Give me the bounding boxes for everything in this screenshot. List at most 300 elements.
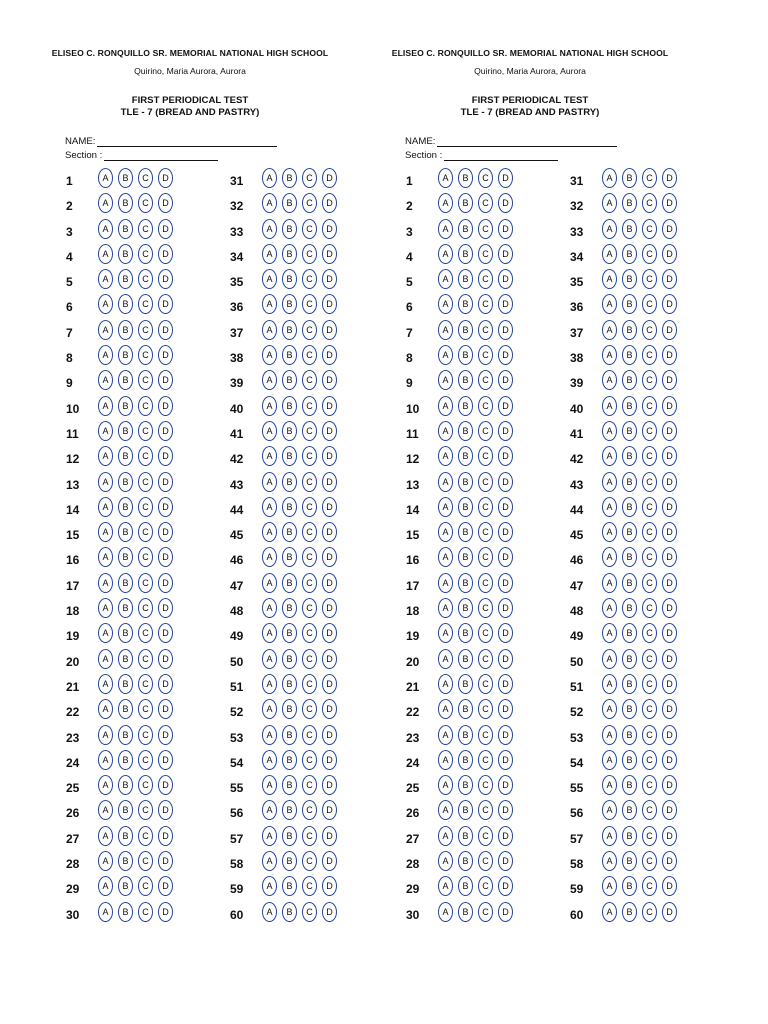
choice-bubble-a[interactable]: A xyxy=(262,547,277,567)
choice-bubble-c[interactable]: C xyxy=(478,573,493,593)
choice-bubble-d[interactable]: D xyxy=(158,598,173,618)
choice-bubble-d[interactable]: D xyxy=(662,345,677,365)
choice-bubble-b[interactable]: B xyxy=(622,446,637,466)
choice-bubble-b[interactable]: B xyxy=(622,294,637,314)
choice-bubble-c[interactable]: C xyxy=(642,699,657,719)
choice-bubble-c[interactable]: C xyxy=(302,396,317,416)
choice-bubble-a[interactable]: A xyxy=(98,522,113,542)
choice-bubble-c[interactable]: C xyxy=(642,193,657,213)
choice-bubble-c[interactable]: C xyxy=(302,497,317,517)
choice-bubble-c[interactable]: C xyxy=(138,750,153,770)
choice-bubble-a[interactable]: A xyxy=(262,446,277,466)
choice-bubble-b[interactable]: B xyxy=(458,826,473,846)
choice-bubble-b[interactable]: B xyxy=(458,193,473,213)
choice-bubble-d[interactable]: D xyxy=(158,370,173,390)
choice-bubble-d[interactable]: D xyxy=(158,851,173,871)
choice-bubble-b[interactable]: B xyxy=(118,775,133,795)
choice-bubble-d[interactable]: D xyxy=(498,800,513,820)
choice-bubble-a[interactable]: A xyxy=(602,826,617,846)
choice-bubble-a[interactable]: A xyxy=(602,522,617,542)
choice-bubble-b[interactable]: B xyxy=(622,522,637,542)
choice-bubble-a[interactable]: A xyxy=(602,497,617,517)
choice-bubble-a[interactable]: A xyxy=(438,345,453,365)
choice-bubble-d[interactable]: D xyxy=(498,320,513,340)
choice-bubble-c[interactable]: C xyxy=(642,800,657,820)
choice-bubble-d[interactable]: D xyxy=(498,472,513,492)
choice-bubble-a[interactable]: A xyxy=(262,269,277,289)
choice-bubble-a[interactable]: A xyxy=(262,193,277,213)
choice-bubble-c[interactable]: C xyxy=(138,674,153,694)
choice-bubble-a[interactable]: A xyxy=(262,775,277,795)
choice-bubble-a[interactable]: A xyxy=(98,168,113,188)
choice-bubble-c[interactable]: C xyxy=(642,269,657,289)
choice-bubble-a[interactable]: A xyxy=(262,168,277,188)
choice-bubble-a[interactable]: A xyxy=(98,497,113,517)
choice-bubble-a[interactable]: A xyxy=(602,269,617,289)
choice-bubble-d[interactable]: D xyxy=(322,674,337,694)
choice-bubble-a[interactable]: A xyxy=(602,775,617,795)
choice-bubble-a[interactable]: A xyxy=(602,396,617,416)
choice-bubble-b[interactable]: B xyxy=(118,522,133,542)
choice-bubble-b[interactable]: B xyxy=(622,497,637,517)
name-field[interactable] xyxy=(405,136,617,147)
choice-bubble-b[interactable]: B xyxy=(282,396,297,416)
choice-bubble-a[interactable]: A xyxy=(98,547,113,567)
choice-bubble-a[interactable]: A xyxy=(98,193,113,213)
choice-bubble-c[interactable]: C xyxy=(478,623,493,643)
choice-bubble-d[interactable]: D xyxy=(322,345,337,365)
choice-bubble-d[interactable]: D xyxy=(158,902,173,922)
choice-bubble-d[interactable]: D xyxy=(498,219,513,239)
choice-bubble-a[interactable]: A xyxy=(438,547,453,567)
choice-bubble-b[interactable]: B xyxy=(622,623,637,643)
choice-bubble-a[interactable]: A xyxy=(602,876,617,896)
choice-bubble-b[interactable]: B xyxy=(282,370,297,390)
choice-bubble-b[interactable]: B xyxy=(282,699,297,719)
choice-bubble-a[interactable]: A xyxy=(262,851,277,871)
choice-bubble-d[interactable]: D xyxy=(322,370,337,390)
choice-bubble-c[interactable]: C xyxy=(478,826,493,846)
choice-bubble-a[interactable]: A xyxy=(262,345,277,365)
choice-bubble-a[interactable]: A xyxy=(602,623,617,643)
choice-bubble-a[interactable]: A xyxy=(602,219,617,239)
choice-bubble-a[interactable]: A xyxy=(98,826,113,846)
choice-bubble-d[interactable]: D xyxy=(498,623,513,643)
choice-bubble-d[interactable]: D xyxy=(322,573,337,593)
choice-bubble-c[interactable]: C xyxy=(478,294,493,314)
choice-bubble-b[interactable]: B xyxy=(118,851,133,871)
choice-bubble-a[interactable]: A xyxy=(602,294,617,314)
choice-bubble-a[interactable]: A xyxy=(438,902,453,922)
choice-bubble-d[interactable]: D xyxy=(498,168,513,188)
choice-bubble-b[interactable]: B xyxy=(458,649,473,669)
choice-bubble-a[interactable]: A xyxy=(262,725,277,745)
choice-bubble-c[interactable]: C xyxy=(138,193,153,213)
choice-bubble-d[interactable]: D xyxy=(158,269,173,289)
choice-bubble-a[interactable]: A xyxy=(262,497,277,517)
choice-bubble-c[interactable]: C xyxy=(138,244,153,264)
choice-bubble-c[interactable]: C xyxy=(642,674,657,694)
choice-bubble-d[interactable]: D xyxy=(662,725,677,745)
choice-bubble-d[interactable]: D xyxy=(322,876,337,896)
choice-bubble-b[interactable]: B xyxy=(458,699,473,719)
choice-bubble-c[interactable]: C xyxy=(138,699,153,719)
choice-bubble-b[interactable]: B xyxy=(622,472,637,492)
choice-bubble-d[interactable]: D xyxy=(498,370,513,390)
choice-bubble-c[interactable]: C xyxy=(478,674,493,694)
choice-bubble-d[interactable]: D xyxy=(498,244,513,264)
choice-bubble-c[interactable]: C xyxy=(642,370,657,390)
choice-bubble-c[interactable]: C xyxy=(302,345,317,365)
choice-bubble-c[interactable]: C xyxy=(642,851,657,871)
choice-bubble-b[interactable]: B xyxy=(622,168,637,188)
choice-bubble-c[interactable]: C xyxy=(642,902,657,922)
choice-bubble-d[interactable]: D xyxy=(322,750,337,770)
choice-bubble-c[interactable]: C xyxy=(302,800,317,820)
choice-bubble-c[interactable]: C xyxy=(302,320,317,340)
choice-bubble-a[interactable]: A xyxy=(602,725,617,745)
choice-bubble-d[interactable]: D xyxy=(662,674,677,694)
choice-bubble-d[interactable]: D xyxy=(322,623,337,643)
choice-bubble-c[interactable]: C xyxy=(478,902,493,922)
choice-bubble-c[interactable]: C xyxy=(478,345,493,365)
choice-bubble-c[interactable]: C xyxy=(138,472,153,492)
choice-bubble-b[interactable]: B xyxy=(622,649,637,669)
choice-bubble-a[interactable]: A xyxy=(98,674,113,694)
choice-bubble-a[interactable]: A xyxy=(602,244,617,264)
choice-bubble-b[interactable]: B xyxy=(282,649,297,669)
choice-bubble-c[interactable]: C xyxy=(302,725,317,745)
choice-bubble-d[interactable]: D xyxy=(322,497,337,517)
choice-bubble-d[interactable]: D xyxy=(322,598,337,618)
choice-bubble-b[interactable]: B xyxy=(458,902,473,922)
choice-bubble-b[interactable]: B xyxy=(282,573,297,593)
choice-bubble-c[interactable]: C xyxy=(478,699,493,719)
choice-bubble-c[interactable]: C xyxy=(302,826,317,846)
choice-bubble-a[interactable]: A xyxy=(602,547,617,567)
choice-bubble-b[interactable]: B xyxy=(458,522,473,542)
choice-bubble-a[interactable]: A xyxy=(438,649,453,669)
choice-bubble-b[interactable]: B xyxy=(282,472,297,492)
choice-bubble-d[interactable]: D xyxy=(498,269,513,289)
choice-bubble-b[interactable]: B xyxy=(458,497,473,517)
choice-bubble-d[interactable]: D xyxy=(498,497,513,517)
choice-bubble-b[interactable]: B xyxy=(282,800,297,820)
choice-bubble-a[interactable]: A xyxy=(98,345,113,365)
choice-bubble-d[interactable]: D xyxy=(498,775,513,795)
choice-bubble-b[interactable]: B xyxy=(458,396,473,416)
choice-bubble-c[interactable]: C xyxy=(478,522,493,542)
choice-bubble-c[interactable]: C xyxy=(302,699,317,719)
choice-bubble-c[interactable]: C xyxy=(478,168,493,188)
choice-bubble-c[interactable]: C xyxy=(302,649,317,669)
choice-bubble-a[interactable]: A xyxy=(98,294,113,314)
choice-bubble-d[interactable]: D xyxy=(498,649,513,669)
choice-bubble-b[interactable]: B xyxy=(282,168,297,188)
choice-bubble-a[interactable]: A xyxy=(438,699,453,719)
choice-bubble-c[interactable]: C xyxy=(478,497,493,517)
choice-bubble-c[interactable]: C xyxy=(478,370,493,390)
choice-bubble-c[interactable]: C xyxy=(642,497,657,517)
choice-bubble-c[interactable]: C xyxy=(138,522,153,542)
choice-bubble-c[interactable]: C xyxy=(642,396,657,416)
choice-bubble-b[interactable]: B xyxy=(622,826,637,846)
choice-bubble-d[interactable]: D xyxy=(498,851,513,871)
choice-bubble-d[interactable]: D xyxy=(158,826,173,846)
choice-bubble-a[interactable]: A xyxy=(602,370,617,390)
choice-bubble-b[interactable]: B xyxy=(118,168,133,188)
choice-bubble-d[interactable]: D xyxy=(158,472,173,492)
choice-bubble-c[interactable]: C xyxy=(138,168,153,188)
choice-bubble-d[interactable]: D xyxy=(158,725,173,745)
choice-bubble-c[interactable]: C xyxy=(138,649,153,669)
choice-bubble-d[interactable]: D xyxy=(322,826,337,846)
choice-bubble-c[interactable]: C xyxy=(302,598,317,618)
choice-bubble-d[interactable]: D xyxy=(662,219,677,239)
choice-bubble-d[interactable]: D xyxy=(158,244,173,264)
choice-bubble-a[interactable]: A xyxy=(262,370,277,390)
choice-bubble-b[interactable]: B xyxy=(458,370,473,390)
choice-bubble-b[interactable]: B xyxy=(118,421,133,441)
choice-bubble-a[interactable]: A xyxy=(98,750,113,770)
choice-bubble-b[interactable]: B xyxy=(458,598,473,618)
choice-bubble-d[interactable]: D xyxy=(662,547,677,567)
choice-bubble-b[interactable]: B xyxy=(118,902,133,922)
choice-bubble-c[interactable]: C xyxy=(642,345,657,365)
choice-bubble-b[interactable]: B xyxy=(622,851,637,871)
choice-bubble-a[interactable]: A xyxy=(438,725,453,745)
choice-bubble-d[interactable]: D xyxy=(158,547,173,567)
choice-bubble-a[interactable]: A xyxy=(602,472,617,492)
choice-bubble-b[interactable]: B xyxy=(282,750,297,770)
choice-bubble-a[interactable]: A xyxy=(438,421,453,441)
name-line[interactable] xyxy=(97,137,277,147)
choice-bubble-a[interactable]: A xyxy=(438,623,453,643)
choice-bubble-c[interactable]: C xyxy=(478,446,493,466)
choice-bubble-d[interactable]: D xyxy=(498,598,513,618)
choice-bubble-b[interactable]: B xyxy=(282,674,297,694)
choice-bubble-a[interactable]: A xyxy=(438,851,453,871)
choice-bubble-c[interactable]: C xyxy=(642,522,657,542)
choice-bubble-d[interactable]: D xyxy=(662,320,677,340)
choice-bubble-c[interactable]: C xyxy=(642,725,657,745)
choice-bubble-b[interactable]: B xyxy=(458,851,473,871)
choice-bubble-c[interactable]: C xyxy=(478,598,493,618)
choice-bubble-b[interactable]: B xyxy=(458,320,473,340)
choice-bubble-d[interactable]: D xyxy=(662,623,677,643)
choice-bubble-c[interactable]: C xyxy=(138,294,153,314)
choice-bubble-b[interactable]: B xyxy=(622,219,637,239)
choice-bubble-d[interactable]: D xyxy=(158,522,173,542)
choice-bubble-b[interactable]: B xyxy=(282,219,297,239)
choice-bubble-d[interactable]: D xyxy=(498,750,513,770)
choice-bubble-a[interactable]: A xyxy=(602,674,617,694)
choice-bubble-c[interactable]: C xyxy=(138,345,153,365)
choice-bubble-b[interactable]: B xyxy=(118,725,133,745)
choice-bubble-c[interactable]: C xyxy=(302,446,317,466)
choice-bubble-d[interactable]: D xyxy=(662,269,677,289)
choice-bubble-c[interactable]: C xyxy=(642,547,657,567)
choice-bubble-c[interactable]: C xyxy=(302,750,317,770)
choice-bubble-b[interactable]: B xyxy=(118,446,133,466)
choice-bubble-b[interactable]: B xyxy=(622,598,637,618)
choice-bubble-b[interactable]: B xyxy=(118,699,133,719)
choice-bubble-c[interactable]: C xyxy=(302,168,317,188)
section-field[interactable] xyxy=(65,150,218,161)
choice-bubble-c[interactable]: C xyxy=(478,851,493,871)
choice-bubble-c[interactable]: C xyxy=(642,598,657,618)
choice-bubble-d[interactable]: D xyxy=(158,876,173,896)
choice-bubble-b[interactable]: B xyxy=(622,725,637,745)
choice-bubble-d[interactable]: D xyxy=(662,294,677,314)
choice-bubble-d[interactable]: D xyxy=(158,800,173,820)
choice-bubble-a[interactable]: A xyxy=(438,497,453,517)
choice-bubble-d[interactable]: D xyxy=(498,826,513,846)
choice-bubble-b[interactable]: B xyxy=(622,547,637,567)
choice-bubble-b[interactable]: B xyxy=(118,219,133,239)
choice-bubble-c[interactable]: C xyxy=(642,320,657,340)
choice-bubble-b[interactable]: B xyxy=(118,269,133,289)
choice-bubble-c[interactable]: C xyxy=(642,421,657,441)
choice-bubble-c[interactable]: C xyxy=(138,725,153,745)
choice-bubble-d[interactable]: D xyxy=(158,219,173,239)
choice-bubble-a[interactable]: A xyxy=(602,800,617,820)
choice-bubble-c[interactable]: C xyxy=(478,547,493,567)
choice-bubble-c[interactable]: C xyxy=(138,573,153,593)
choice-bubble-c[interactable]: C xyxy=(478,320,493,340)
choice-bubble-c[interactable]: C xyxy=(302,573,317,593)
choice-bubble-d[interactable]: D xyxy=(498,396,513,416)
choice-bubble-a[interactable]: A xyxy=(98,421,113,441)
choice-bubble-b[interactable]: B xyxy=(458,750,473,770)
choice-bubble-b[interactable]: B xyxy=(458,294,473,314)
choice-bubble-d[interactable]: D xyxy=(662,851,677,871)
choice-bubble-b[interactable]: B xyxy=(282,446,297,466)
choice-bubble-d[interactable]: D xyxy=(662,193,677,213)
choice-bubble-d[interactable]: D xyxy=(322,725,337,745)
choice-bubble-c[interactable]: C xyxy=(478,269,493,289)
choice-bubble-a[interactable]: A xyxy=(438,674,453,694)
choice-bubble-b[interactable]: B xyxy=(118,674,133,694)
choice-bubble-b[interactable]: B xyxy=(458,725,473,745)
choice-bubble-b[interactable]: B xyxy=(622,244,637,264)
choice-bubble-c[interactable]: C xyxy=(478,219,493,239)
choice-bubble-a[interactable]: A xyxy=(262,573,277,593)
choice-bubble-d[interactable]: D xyxy=(158,674,173,694)
choice-bubble-b[interactable]: B xyxy=(458,547,473,567)
choice-bubble-c[interactable]: C xyxy=(478,421,493,441)
choice-bubble-d[interactable]: D xyxy=(498,573,513,593)
choice-bubble-a[interactable]: A xyxy=(438,219,453,239)
choice-bubble-d[interactable]: D xyxy=(498,547,513,567)
choice-bubble-c[interactable]: C xyxy=(302,775,317,795)
choice-bubble-c[interactable]: C xyxy=(138,446,153,466)
choice-bubble-b[interactable]: B xyxy=(118,623,133,643)
choice-bubble-c[interactable]: C xyxy=(642,826,657,846)
choice-bubble-b[interactable]: B xyxy=(458,623,473,643)
choice-bubble-a[interactable]: A xyxy=(438,522,453,542)
choice-bubble-a[interactable]: A xyxy=(262,522,277,542)
choice-bubble-a[interactable]: A xyxy=(438,775,453,795)
choice-bubble-c[interactable]: C xyxy=(302,674,317,694)
choice-bubble-a[interactable]: A xyxy=(438,396,453,416)
choice-bubble-b[interactable]: B xyxy=(282,244,297,264)
choice-bubble-d[interactable]: D xyxy=(498,522,513,542)
choice-bubble-d[interactable]: D xyxy=(158,396,173,416)
choice-bubble-d[interactable]: D xyxy=(662,396,677,416)
choice-bubble-c[interactable]: C xyxy=(478,800,493,820)
choice-bubble-a[interactable]: A xyxy=(262,472,277,492)
choice-bubble-c[interactable]: C xyxy=(478,876,493,896)
choice-bubble-c[interactable]: C xyxy=(302,851,317,871)
choice-bubble-b[interactable]: B xyxy=(458,446,473,466)
choice-bubble-b[interactable]: B xyxy=(118,320,133,340)
choice-bubble-a[interactable]: A xyxy=(262,826,277,846)
choice-bubble-b[interactable]: B xyxy=(118,345,133,365)
choice-bubble-a[interactable]: A xyxy=(438,800,453,820)
choice-bubble-d[interactable]: D xyxy=(158,750,173,770)
choice-bubble-c[interactable]: C xyxy=(642,623,657,643)
choice-bubble-b[interactable]: B xyxy=(622,800,637,820)
choice-bubble-d[interactable]: D xyxy=(662,598,677,618)
choice-bubble-a[interactable]: A xyxy=(98,219,113,239)
choice-bubble-a[interactable]: A xyxy=(602,421,617,441)
choice-bubble-b[interactable]: B xyxy=(282,725,297,745)
choice-bubble-d[interactable]: D xyxy=(322,902,337,922)
choice-bubble-d[interactable]: D xyxy=(498,902,513,922)
choice-bubble-d[interactable]: D xyxy=(322,649,337,669)
choice-bubble-a[interactable]: A xyxy=(98,775,113,795)
choice-bubble-b[interactable]: B xyxy=(458,269,473,289)
choice-bubble-a[interactable]: A xyxy=(262,699,277,719)
choice-bubble-d[interactable]: D xyxy=(662,446,677,466)
choice-bubble-d[interactable]: D xyxy=(662,168,677,188)
choice-bubble-a[interactable]: A xyxy=(262,623,277,643)
choice-bubble-b[interactable]: B xyxy=(622,775,637,795)
choice-bubble-d[interactable]: D xyxy=(662,775,677,795)
choice-bubble-a[interactable]: A xyxy=(602,345,617,365)
choice-bubble-a[interactable]: A xyxy=(438,294,453,314)
choice-bubble-b[interactable]: B xyxy=(622,396,637,416)
choice-bubble-c[interactable]: C xyxy=(302,219,317,239)
choice-bubble-b[interactable]: B xyxy=(118,649,133,669)
choice-bubble-c[interactable]: C xyxy=(478,193,493,213)
choice-bubble-a[interactable]: A xyxy=(602,699,617,719)
choice-bubble-b[interactable]: B xyxy=(458,800,473,820)
choice-bubble-d[interactable]: D xyxy=(498,421,513,441)
choice-bubble-c[interactable]: C xyxy=(642,244,657,264)
choice-bubble-a[interactable]: A xyxy=(438,168,453,188)
choice-bubble-b[interactable]: B xyxy=(282,269,297,289)
name-field[interactable] xyxy=(65,136,277,147)
choice-bubble-d[interactable]: D xyxy=(158,193,173,213)
choice-bubble-d[interactable]: D xyxy=(662,573,677,593)
choice-bubble-d[interactable]: D xyxy=(158,294,173,314)
choice-bubble-d[interactable]: D xyxy=(322,547,337,567)
choice-bubble-a[interactable]: A xyxy=(438,320,453,340)
choice-bubble-c[interactable]: C xyxy=(138,421,153,441)
choice-bubble-b[interactable]: B xyxy=(458,219,473,239)
choice-bubble-a[interactable]: A xyxy=(262,320,277,340)
choice-bubble-a[interactable]: A xyxy=(262,750,277,770)
choice-bubble-b[interactable]: B xyxy=(118,800,133,820)
choice-bubble-d[interactable]: D xyxy=(322,193,337,213)
choice-bubble-c[interactable]: C xyxy=(302,370,317,390)
choice-bubble-a[interactable]: A xyxy=(602,902,617,922)
choice-bubble-a[interactable]: A xyxy=(98,320,113,340)
choice-bubble-d[interactable]: D xyxy=(498,674,513,694)
choice-bubble-c[interactable]: C xyxy=(138,320,153,340)
